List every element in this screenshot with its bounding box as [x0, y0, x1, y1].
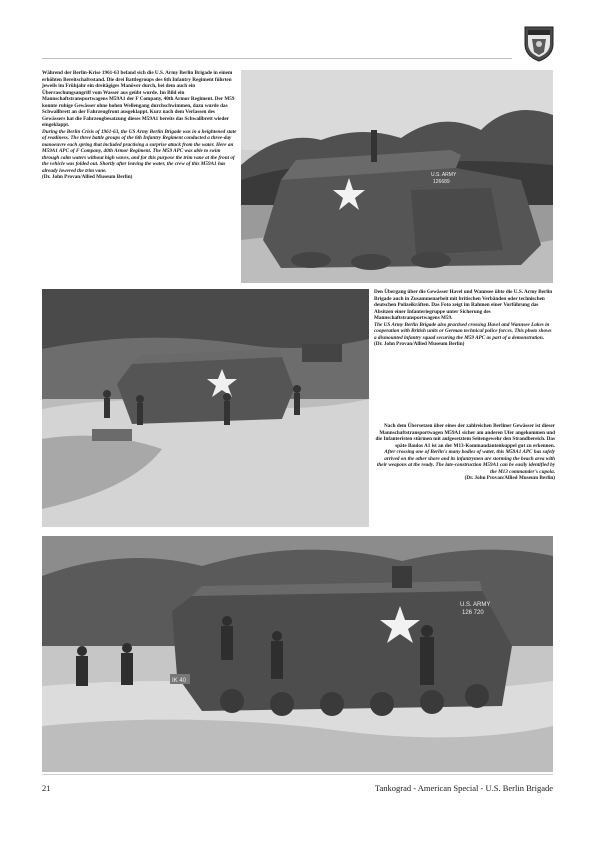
- photo-m59a1-leaving-water: [241, 70, 553, 283]
- footer-rule: [42, 774, 553, 775]
- vehicle-marking-1b: 126689: [433, 179, 450, 185]
- header-rule: [42, 58, 512, 59]
- caption-1-english: During the Berlin Crisis of 1961-63, the US Army Berlin Brigade was in a heightened state of readiness. The three battle groups of the 6th Infantry Regiment conducted a three-day manoeuvre each spring that included practising a surprise attack from the water. Here an M59A1 APC of F Company, 40th Armor Regiment. The M59 APC was able to swim through calm waters without high waves, and for this purpose the trim vane at the front of the vehicle was folded out. Shortly after leaving the water, the crew of this M59A1 has already lowered the trim vane.: [42, 128, 237, 174]
- photo-infantry-storming-beach: [42, 536, 553, 772]
- caption-1: [42, 70, 237, 181]
- caption-3-credit: (Dr. John Provan/Allied Museum Berlin): [464, 475, 555, 481]
- vehicle-marking-3b: 126 720: [462, 610, 484, 616]
- caption-2: [374, 289, 555, 348]
- vehicle-plate: IK 40: [172, 678, 187, 684]
- caption-2-german: Den Übergang über die Gewässer Havel und Wannsee übte die U.S. Army Berlin Brigade auch in Zusammenarbeit mit britischen Verbänden oder technischen deutschen Polizeikräften. Das Foto zeigt im Rahmen einer Vorführung das Absitzen einer Infanteriegruppe unter Sicherung des Mannschaftstransportwagens M59.: [374, 289, 553, 321]
- vehicle-marking-1a: U.S. ARMY: [431, 172, 457, 178]
- caption-1-credit: (Dr. John Provan/Allied Museum Berlin): [42, 174, 133, 180]
- photo-infantry-dismount-m59: [42, 289, 369, 527]
- caption-2-english: The US Army Berlin Brigade also practised crossing Havel and Wannsee Lakes in cooperation with British units or German technical police forces. This photo shows a dismounted infantry squad securing the M59 APC as part of a demonstration.: [374, 321, 552, 341]
- caption-3-english: After crossing one of Berlin's many bodies of water, this M59A1 APC has safely arrived on the other shore and its infantrymen are storming the beach area with their weapons at the ready. The late-construction M59A1 can be easily identified by the M13 commander's cupola.: [376, 449, 555, 475]
- caption-2-credit: (Dr. John Provan/Allied Museum Berlin): [374, 341, 465, 347]
- berlin-brigade-shield-icon: [523, 24, 555, 62]
- page-number: 21: [42, 783, 51, 793]
- footer-title: Tankograd - American Special - U.S. Berlin Brigade: [374, 783, 553, 793]
- vehicle-marking-3a: U.S. ARMY: [460, 602, 491, 608]
- caption-1-german: Während der Berlin-Krise 1961-63 befand sich die U.S. Army Berlin Brigade in einem erhöhten Bereitschaftsstand. Die drei Battlegroups des 6th Infantry Regiment führten jeweils im Frühjahr ein dreitägiges Manöver durch, bei dem auch ein Überraschungsangriff vom Wasser aus geübt wurde. Im Bild ein Mannschaftstransportwagens M59A1 der F Company, 40th Armor Regiment. Der M59 konnte ruhige Gewässer ohne hohen Wellengang durchschwimmen, dazu wurde das Schwallbrett an der Fahrzeugfront ausgeklappt. Kurz nach dem Verlassen des Gewässers hat die Fahrzeugbesatzung dieses M59A1 bereits das Schwallbrett wieder eingeklappt.: [42, 70, 235, 128]
- caption-3-german: Nach dem Übersetzen über eines der zahlreichen Berliner Gewässer ist dieser Mannschaftstransportwagen M59A1 sicher am anderen Ufer angekommen und die Infanteristen stürmen mit aufgesetztem Seitengewehr den Strandbereich. Das späte Baulos A1 ist an der M13-Kommandantenkuppel gut zu erkennen.: [375, 423, 555, 449]
- caption-3: [374, 423, 555, 482]
